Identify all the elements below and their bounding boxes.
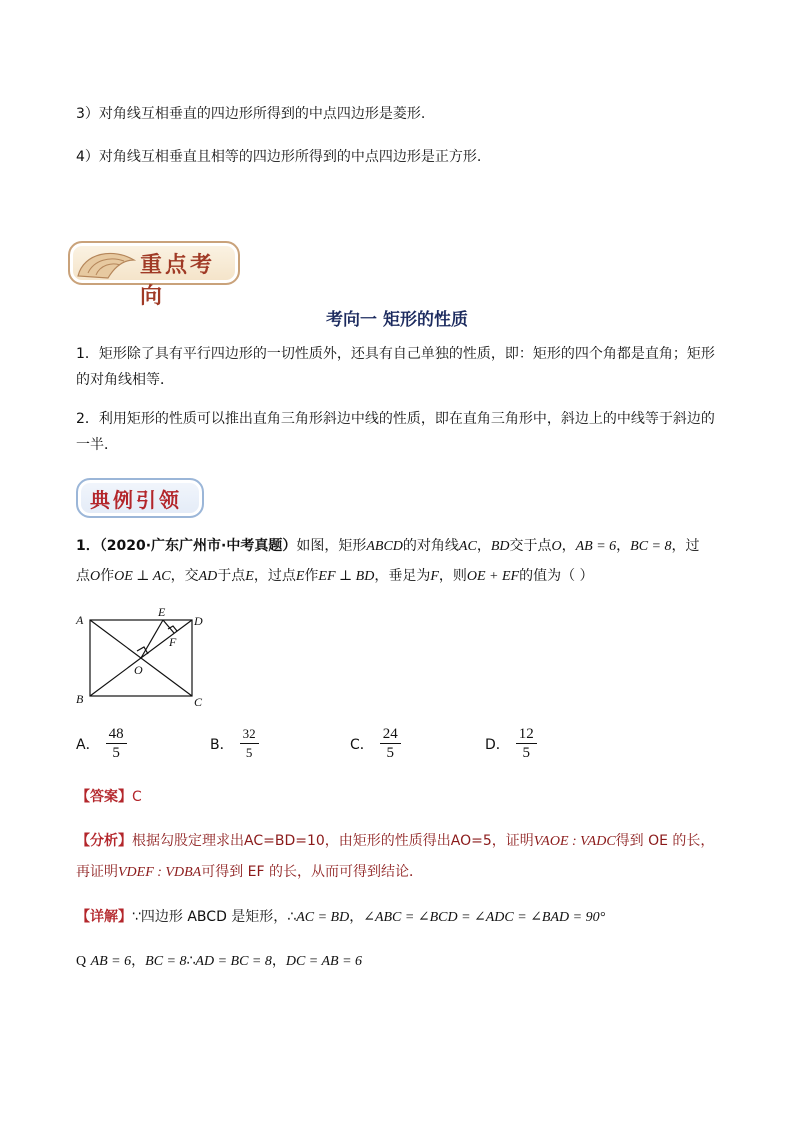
q-math: EF ⊥ BD (318, 569, 375, 584)
proposition-4: 4）对角线互相垂直且相等的四边形所得到的中点四边形是正方形. (76, 149, 482, 165)
detail-symbol: Q (76, 954, 87, 969)
q-text: ，垂足为 (374, 568, 431, 584)
label-o: O (134, 663, 143, 677)
q-math: OE + EF (466, 569, 520, 584)
q-text: 交于点 (509, 538, 552, 554)
answer-value: C (132, 789, 142, 805)
q-text: ，则 (438, 568, 467, 584)
detail-text: ， (349, 909, 364, 925)
section-title: 考向一 矩形的性质 (326, 310, 468, 330)
q-math: E (295, 569, 305, 584)
detail-line-1 (76, 907, 605, 928)
q-math: BD (490, 539, 510, 554)
analysis-text: 得到 OE 的长， (615, 833, 715, 849)
option-numerator: 12 (516, 725, 537, 744)
q-text: 于点 (217, 568, 246, 584)
question-number: 1． (76, 538, 100, 554)
q-math: OE ⊥ AC (114, 569, 171, 584)
key-topics-banner (68, 241, 240, 309)
option-denominator: 5 (386, 745, 395, 761)
option-denominator: 5 (112, 745, 120, 761)
q-text: 如图，矩形 (296, 538, 367, 554)
analysis-math: VAOE : VADC (533, 834, 616, 849)
q-math: O (90, 569, 101, 584)
q-text: 作 (100, 568, 115, 584)
label-f: F (169, 635, 177, 649)
analysis-text: 根据勾股定理求出AC=BD=10，由矩形的性质得出AO=5，证明 (132, 833, 534, 849)
analysis-line-1 (76, 831, 714, 852)
answer-line (76, 787, 142, 807)
label-e: E (158, 605, 166, 619)
option-letter: D． (485, 736, 510, 753)
section-item-1: 1．矩形除了具有平行四边形的一切性质外，还具有自己单独的性质，即：矩形的四个角都是直角；矩形的对角线相等． (76, 346, 715, 388)
q-text: 作 (304, 568, 319, 584)
analysis-line-2 (76, 862, 423, 883)
option-denominator: 5 (522, 745, 531, 761)
question-line-2 (76, 566, 594, 587)
question-line-1 (76, 536, 700, 557)
shell-icon (74, 246, 138, 282)
option-denominator: 5 (245, 745, 253, 760)
option-letter: C． (350, 736, 374, 753)
detail-label: 【详解】 (76, 909, 132, 925)
analysis-text: 可得到 EF 的长，从而可得到结论． (201, 864, 424, 880)
q-math: AB = 6 (575, 539, 617, 554)
detail-text: ， (271, 953, 286, 969)
q-text: 点 (76, 568, 90, 584)
detail-text: ∵四边形 ABCD 是矩形，∴ (132, 909, 297, 925)
option-d[interactable] (485, 725, 537, 762)
q-math: BC = 8 (630, 539, 672, 554)
detail-math: AC = BD (296, 910, 350, 925)
q-math: F (430, 569, 439, 584)
option-numerator: 32 (240, 725, 259, 744)
detail-line-2 (76, 951, 362, 972)
analysis-label: 【分析】 (76, 833, 132, 849)
detail-math: AB = 6 (90, 954, 132, 969)
q-text: 的值为（ ） (519, 568, 594, 584)
answer-label: 【答案】 (76, 789, 132, 805)
proposition-3: 3）对角线互相垂直的四边形所得到的中点四边形是菱形. (76, 106, 426, 122)
label-d: D (194, 614, 203, 628)
detail-math: DC = AB = 6 (285, 954, 363, 969)
q-text: ，过点 (253, 568, 296, 584)
option-a[interactable] (76, 725, 127, 762)
section-item-2: 2．利用矩形的性质可以推出直角三角形斜边中线的性质，即在直角三角形中，斜边上的中线等于斜边的一半． (76, 411, 715, 453)
example-banner (76, 478, 204, 518)
detail-text: ∴ (186, 953, 196, 969)
option-numerator: 48 (106, 725, 127, 744)
detail-math: ∠ABC = ∠BCD = ∠ADC = ∠BAD = 90° (363, 910, 606, 925)
label-a: A (76, 613, 84, 627)
q-math: AD (198, 569, 218, 584)
analysis-text: 再证明 (76, 864, 118, 880)
detail-text: ， (131, 953, 146, 969)
q-text: ， (476, 538, 491, 554)
example-title: 典例引领 (90, 488, 182, 512)
q-math: ABCD (366, 539, 403, 554)
q-text: ，过 (671, 538, 700, 554)
analysis-math: VDEF : VDBA (118, 865, 202, 880)
detail-math: AD = BC = 8 (195, 954, 272, 969)
option-letter: B． (210, 736, 234, 753)
question-source: （2020·广东广州市·中考真题） (99, 538, 297, 554)
key-topics-title: 重点考向 (140, 252, 216, 309)
detail-math: BC = 8 (145, 954, 187, 969)
q-text: ， (561, 538, 576, 554)
q-text: 的对角线 (402, 538, 459, 554)
option-b[interactable] (210, 725, 259, 762)
option-c[interactable] (350, 725, 401, 762)
q-text: ， (616, 538, 631, 554)
q-text: ，交 (170, 568, 199, 584)
q-math: E (245, 569, 254, 584)
rectangle-figure (72, 604, 212, 712)
q-math: O (551, 539, 562, 554)
label-c: C (194, 695, 203, 709)
segment-oe (141, 620, 163, 658)
q-math: AC (458, 539, 477, 554)
option-numerator: 24 (380, 725, 401, 744)
label-b: B (76, 692, 84, 706)
option-letter: A． (76, 736, 100, 753)
